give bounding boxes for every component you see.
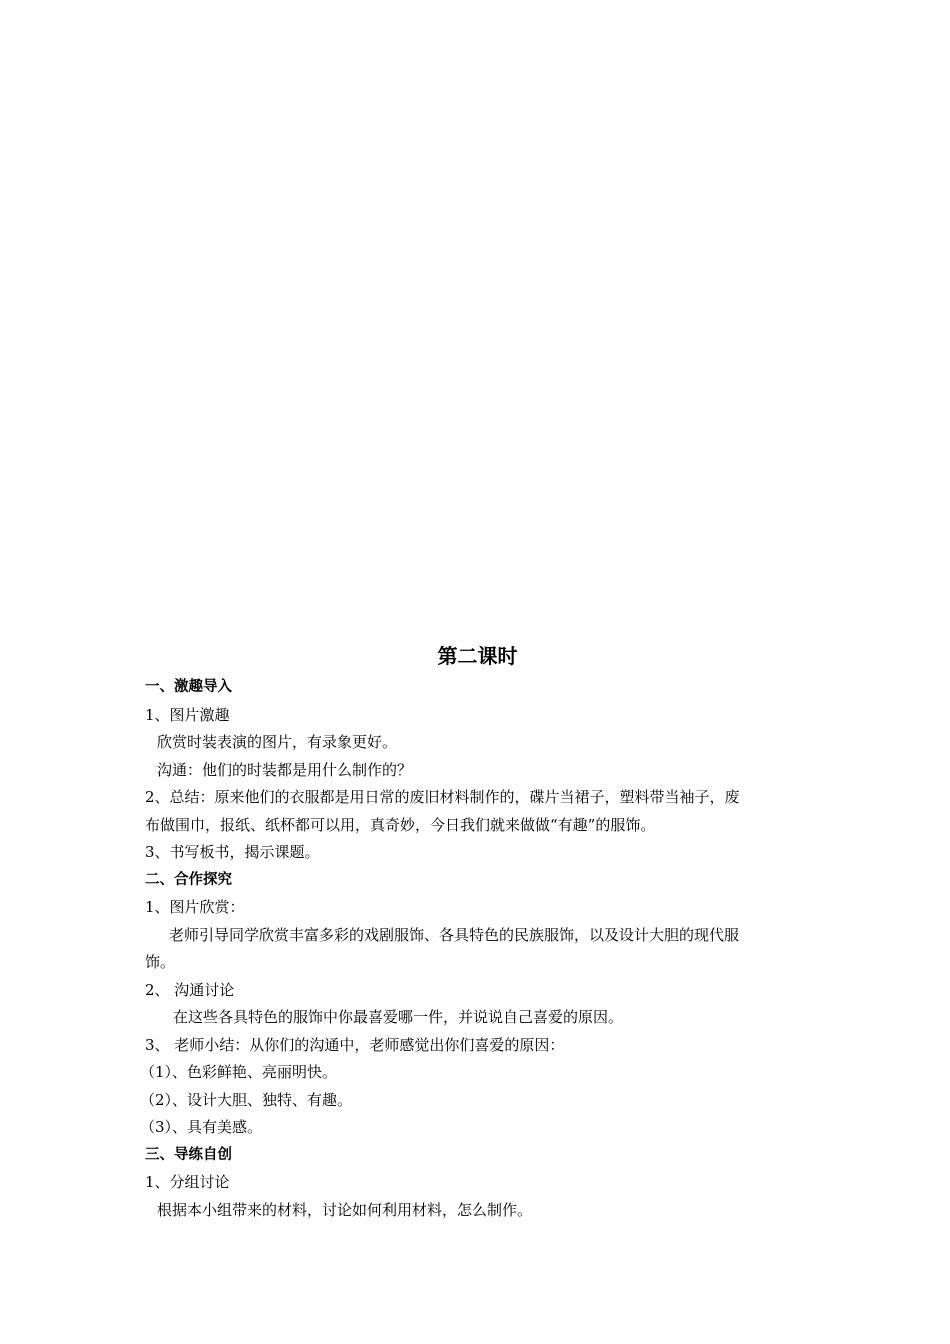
- page-title: 第二课时: [437, 644, 518, 668]
- paragraph-line: 沟通：他们的时装都是用什么制作的？: [157, 760, 413, 779]
- paragraph-line: 在这些各具特色的服饰中你最喜爱哪一件，并说说自己喜爱的原因。: [173, 1008, 624, 1026]
- section-heading-1: 一、激趣导入: [145, 679, 232, 695]
- paragraph-line: 2、 沟通讨论: [145, 980, 235, 999]
- paragraph-line: 布做围巾，报纸、纸杯都可以用，真奇妙，今日我们就来做做“有趣”的服饰。: [145, 815, 656, 834]
- document-body: [140, 640, 810, 1224]
- paragraph-line: 饰。: [145, 953, 176, 971]
- paragraph-line: 1、图片欣赏：: [145, 898, 245, 916]
- list-item: （1）、色彩鲜艳、亮丽明快。: [140, 1063, 338, 1081]
- list-item: （2）、设计大胆、独特、有趣。: [140, 1090, 353, 1109]
- paragraph-line: 3、 老师小结：从你们的沟通中，老师感觉出你们喜爱的原因：: [145, 1035, 565, 1054]
- paragraph-line: 1、分组讨论: [145, 1173, 230, 1191]
- paragraph-line: 1、图片激趣: [145, 705, 230, 724]
- paragraph-line: 欣赏时装表演的图片，有录象更好。: [157, 733, 398, 751]
- list-item: （3）、具有美感。: [140, 1118, 263, 1136]
- section-heading-3: 三、导练自创: [145, 1146, 232, 1163]
- paragraph-line: 根据本小组带来的材料，讨论如何利用材料，怎么制作。: [157, 1200, 533, 1219]
- paragraph-line: 老师引导同学欣赏丰富多彩的戏剧服饰、各具特色的民族服饰，以及设计大胆的现代服: [169, 925, 740, 944]
- paragraph-line: 3、书写板书，揭示课题。: [145, 843, 320, 861]
- paragraph-line: 2、总结：原来他们的衣服都是用日常的废旧材料制作的，碟片当裙子，塑料带当袖子，废: [145, 788, 740, 806]
- section-heading-2: 二、合作探究: [145, 871, 232, 888]
